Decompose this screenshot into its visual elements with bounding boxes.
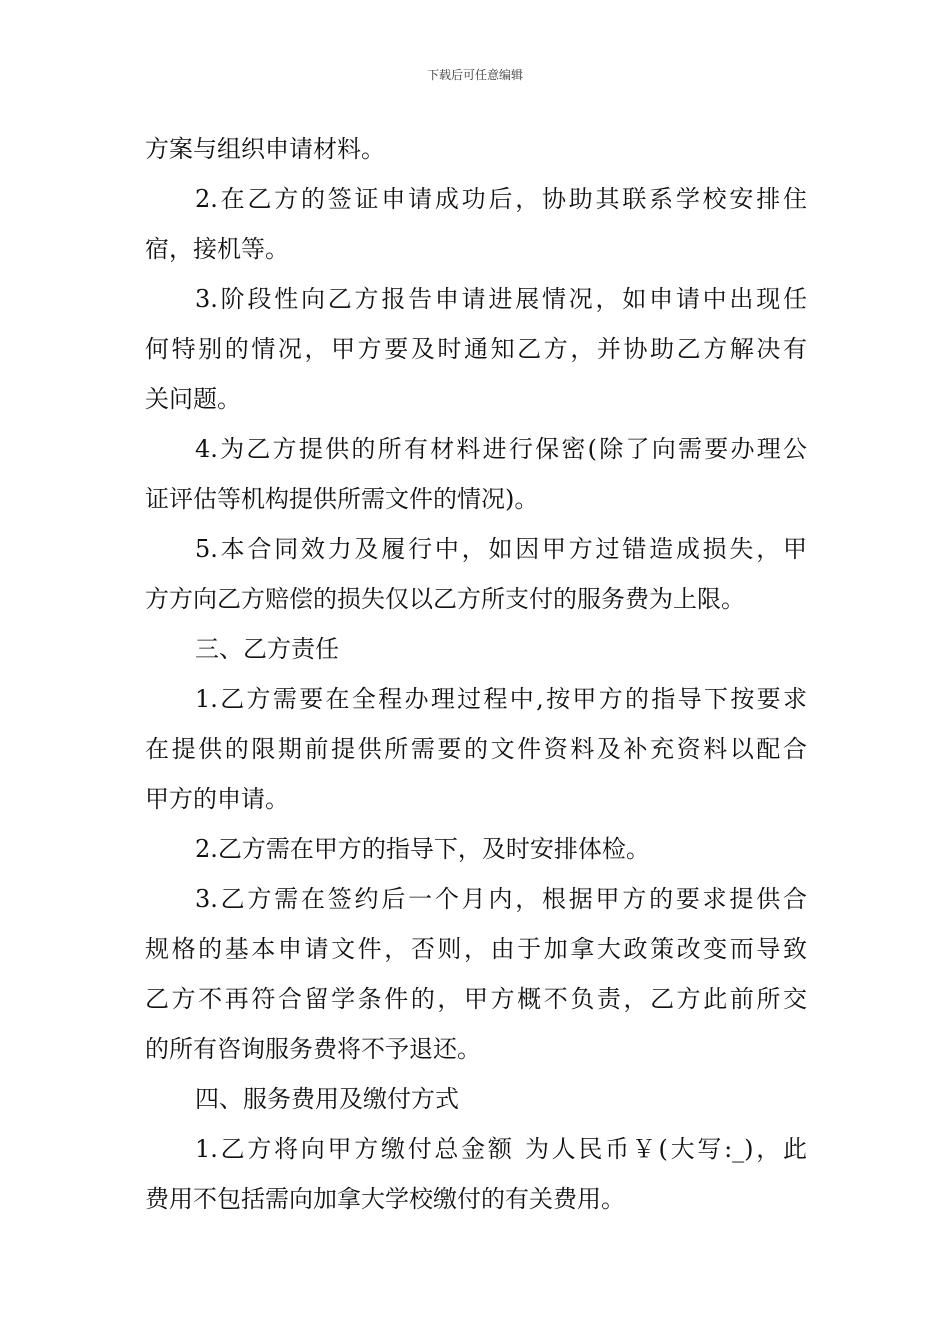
paragraph-first-line: 2.乙方需在甲方的指导下，及时安排体检。 [195,835,650,863]
paragraph-first-line: 5.本合同效力及履行中，如因甲方过错造成损失，甲 [195,535,807,563]
text-line: 证评估等机构提供所需文件的情况)。 [145,485,539,513]
section-heading: 四、服务费用及缴付方式 [195,1085,459,1113]
page-header: 下载后可任意编辑 [426,68,523,82]
paragraph-first-line: 1.乙方将向甲方缴付总金额 为人民币￥(大写:_)，此 [195,1135,807,1163]
section-heading: 三、乙方责任 [195,635,339,663]
text-line: 的所有咨询服务费将不予退还。 [145,1035,481,1063]
text-line: 乙方不再符合留学条件的，甲方概不负责，乙方此前所交 [145,985,807,1013]
paragraph-first-line: 4.为乙方提供的所有材料进行保密(除了向需要办理公 [195,435,807,463]
text-line: 关问题。 [145,385,241,413]
text-line: 费用不包括需向加拿大学校缴付的有关费用。 [145,1185,625,1213]
paragraph-first-line: 1.乙方需要在全程办理过程中,按甲方的指导下按要求 [195,685,807,713]
paragraph-first-line: 3.阶段性向乙方报告申请进展情况，如申请中出现任 [195,285,807,313]
paragraph-first-line: 3.乙方需在签约后一个月内，根据甲方的要求提供合 [195,885,807,913]
text-line: 在提供的限期前提供所需要的文件资料及补充资料以配合 [145,735,807,763]
contract-body [145,124,807,1224]
paragraph-first-line: 2.在乙方的签证申请成功后，协助其联系学校安排住 [195,185,807,213]
text-line: 宿，接机等。 [145,235,289,263]
text-line: 规格的基本申请文件，否则，由于加拿大政策改变而导致 [145,935,807,963]
text-line: 甲方的申请。 [145,785,289,813]
text-line: 方案与组织申请材料。 [145,135,385,163]
text-line: 方方向乙方赔偿的损失仅以乙方所支付的服务费为上限。 [145,585,745,613]
text-line: 何特别的情况，甲方要及时通知乙方，并协助乙方解决有 [145,335,807,363]
